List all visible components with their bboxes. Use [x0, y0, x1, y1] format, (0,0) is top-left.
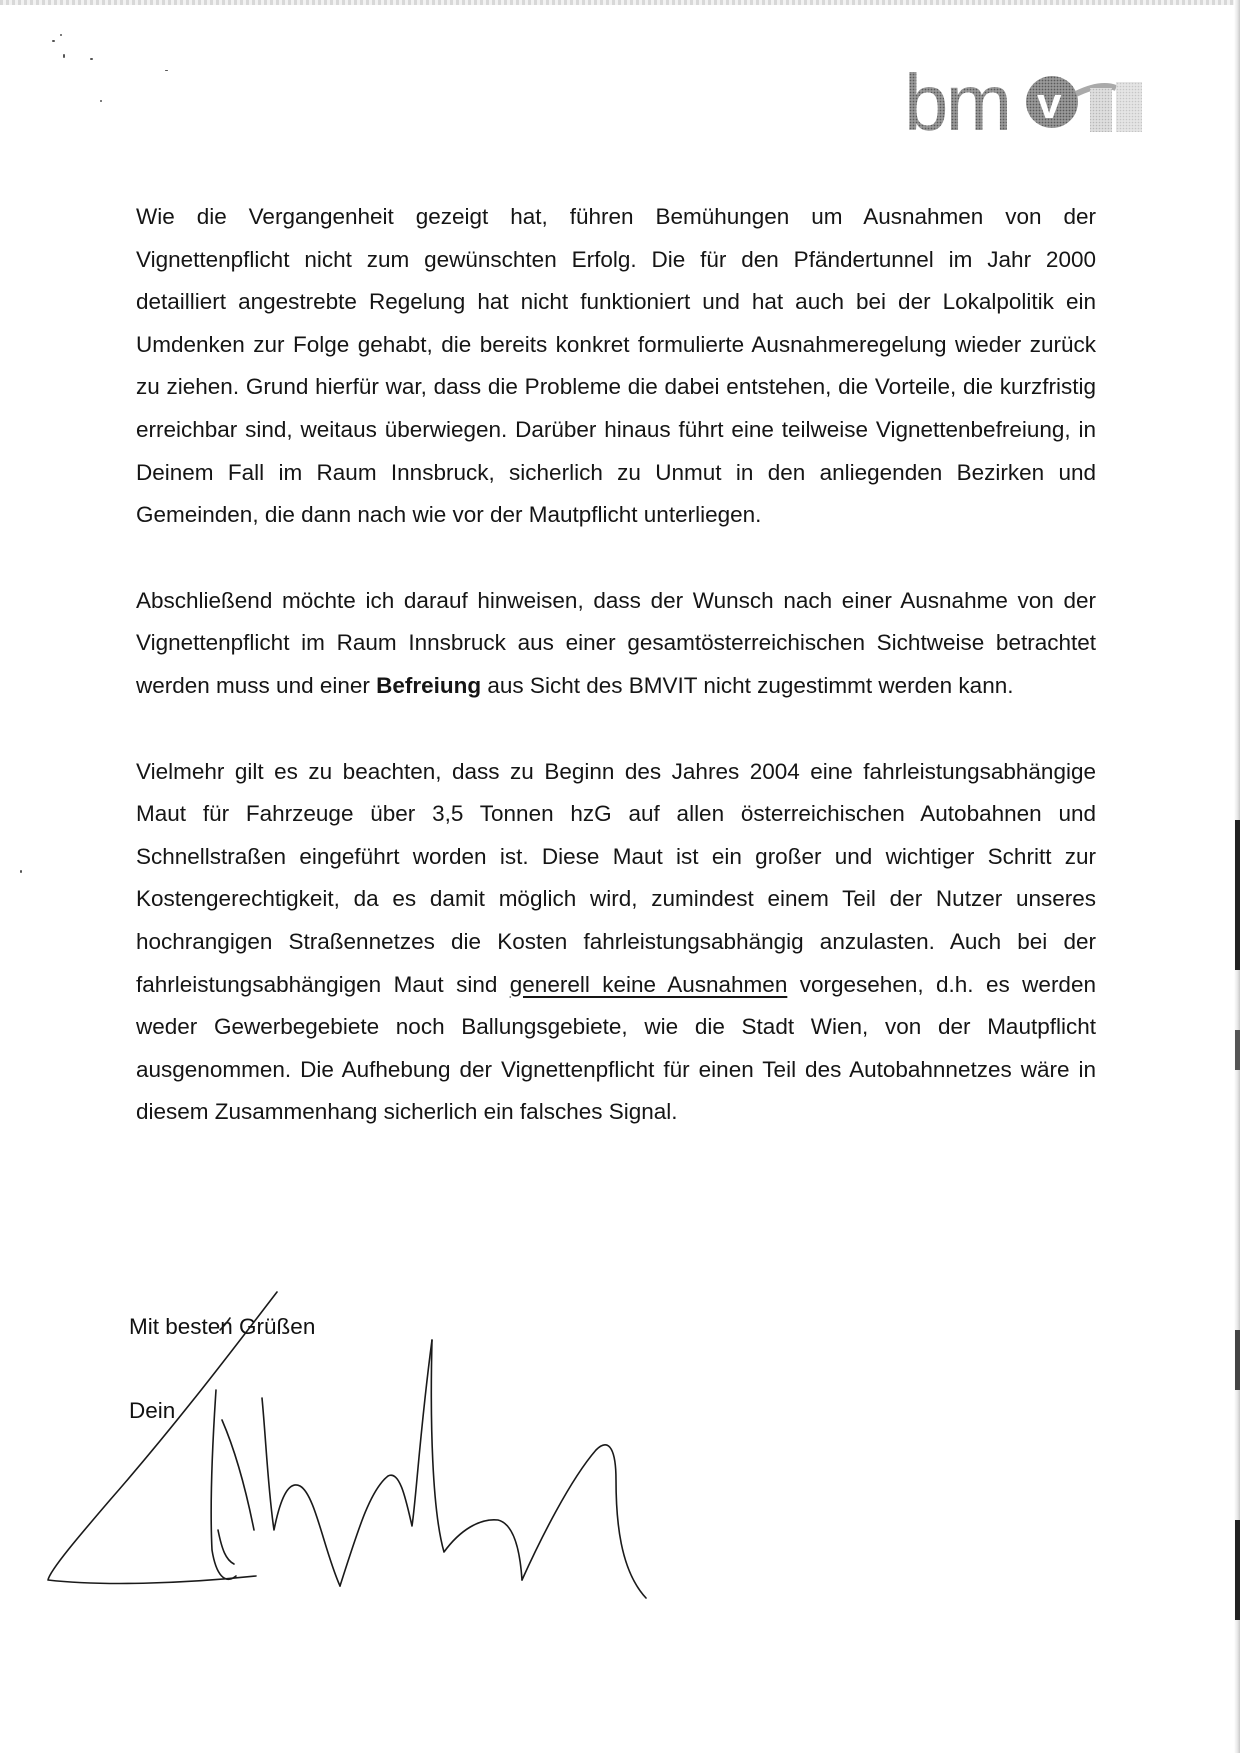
- paragraph-2-text-a: Abschließend möchte ich darauf hinweisen, dass der Wunsch nach einer Ausnahme von der Vignettenpflicht im Raum Innsbruck aus einer gesamtösterreichischen Sichtweise betrachtet werden muss und einer: [136, 587, 1096, 698]
- paragraph-3-text-b: vorgesehen, d.h. es werden weder Gewerbegebiete noch Ballungsgebiete, wie die Stadt Wien, von der Mautpflicht ausgenommen. Die Aufhebung der Vignettenpflicht für einen Teil des Autobahnnetzes wäre in diesem Zusammenhang sicherlich ein falsches Signal.: [136, 971, 1096, 1125]
- svg-text:v: v: [1037, 79, 1062, 128]
- bold-befreiung: Befreiung: [376, 672, 482, 698]
- bmvit-logo-graphic: [900, 52, 1200, 152]
- paragraph-2-text-b: aus Sicht des BMVIT nicht zugestimmt werden kann.: [481, 672, 1014, 698]
- paragraph-2: [136, 580, 1096, 708]
- closing-sign-off: Dein: [129, 1398, 176, 1423]
- bmvit-logo: [900, 52, 1200, 152]
- paragraph-3: [136, 751, 1096, 1134]
- svg-text:bm: bm: [904, 58, 1010, 147]
- closing-greeting: Mit besten Grüßen: [129, 1314, 316, 1339]
- paragraph-1: [136, 196, 1096, 537]
- scan-right-edge: [1234, 0, 1240, 1753]
- paragraph-1-text: Wie die Vergangenheit gezeigt hat, führen Bemühungen um Ausnahmen von der Vignettenpflicht nicht zum gewünschten Erfolg. Die für den Pfändertunnel im Jahr 2000 detailliert angestrebte Regelung hat nicht funktioniert und hat auch bei der Lokalpolitik ein Umdenken zur Folge gehabt, die bereits konkret formulierte Ausnahmeregelung wieder zurück zu ziehen. Grund hierfür war, dass die Probleme die dabei entstehen, die Vorteile, die kurzfristig erreichbar sind, weitaus überwiegen. Darüber hinaus führt eine teilweise Vignettenbefreiung, in Deinem Fall im Raum Innsbruck, sicherlich zu Unmut in den anliegenden Bezirken und Gemeinden, die dann nach wie vor der Mautpflicht unterliegen.: [136, 204, 1096, 528]
- scan-top-edge: [0, 0, 1240, 5]
- handwritten-signature: [40, 1280, 720, 1610]
- underlined-keine-ausnahmen: generell keine Ausnahmen: [509, 971, 788, 997]
- paragraph-3-text-a: Vielmehr gilt es zu beachten, dass zu Beginn des Jahres 2004 eine fahrleistungsabhängige Maut für Fahrzeuge über 3,5 Tonnen hzG auf allen österreichischen Autobahnen und Schnellstraßen eingeführt worden ist. Diese Maut ist ein großer und wichtiger Schritt zur Kostengerechtigkeit, da es damit möglich wird, zumindest einem Teil der Nutzer unseres hochrangigen Straßennetzes die Kosten fahrleistungsabhängig anzulasten. Auch bei der fahrleistungsabhängigen Maut sind: [136, 758, 1096, 997]
- letter-body: [136, 196, 1096, 1134]
